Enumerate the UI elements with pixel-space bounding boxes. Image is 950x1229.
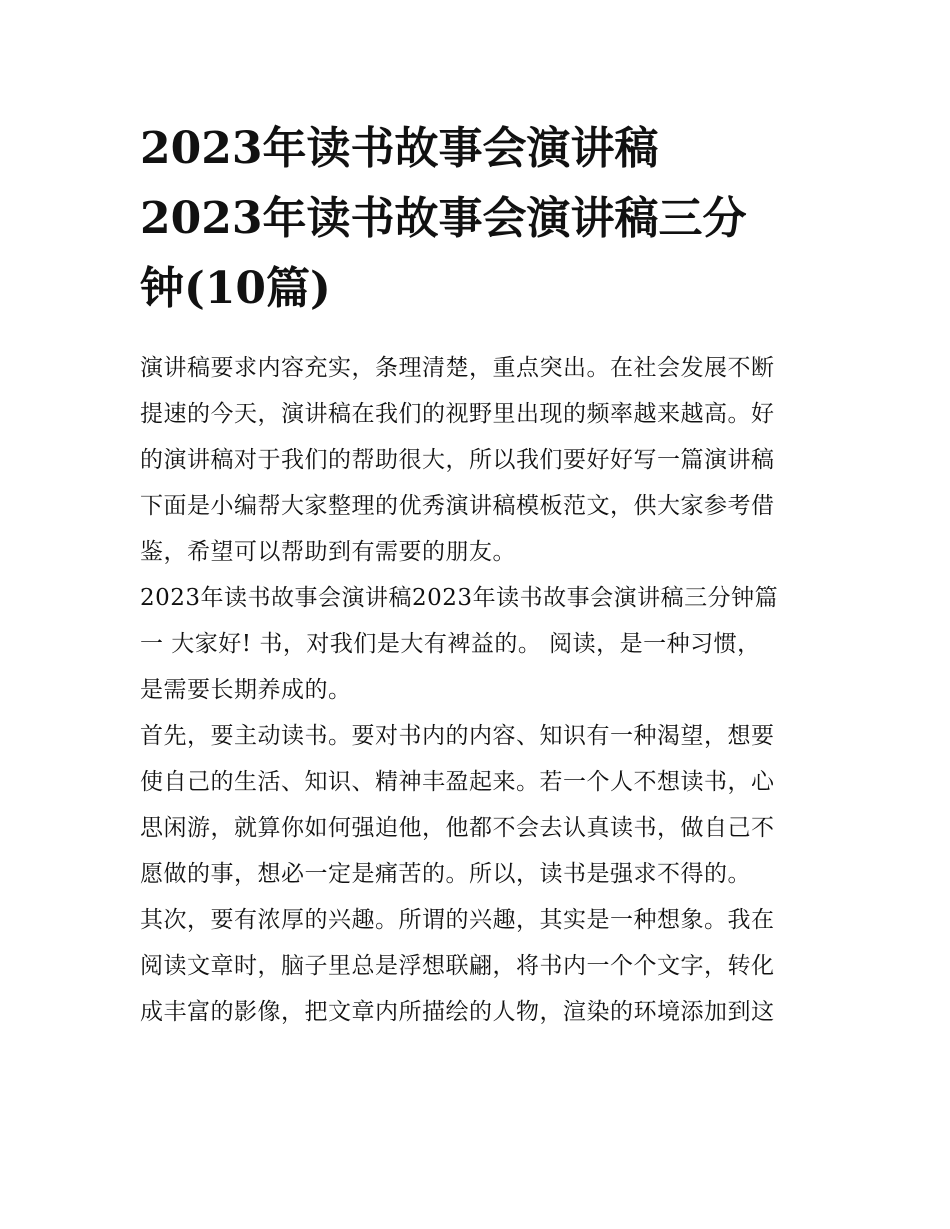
- paragraph-line: 下面是小编帮大家整理的优秀演讲稿模板范文，供大家参考借: [140, 493, 775, 519]
- paragraph-line: 演讲稿要求内容充实，条理清楚，重点突出。在社会发展不断: [140, 355, 775, 381]
- paragraph-article-one: [140, 575, 812, 713]
- paragraph-line: 鉴，希望可以帮助到有需要的朋友。: [140, 539, 516, 565]
- paragraph-second-point: [140, 897, 812, 1035]
- paragraph-line: 使自己的生活、知识、精神丰盈起来。若一个人不想读书，心: [140, 769, 775, 795]
- paragraph-line: 成丰富的影像，把文章内所描绘的人物，渲染的环境添加到这: [140, 999, 775, 1025]
- paragraph-line: 提速的今天，演讲稿在我们的视野里出现的频率越来越高。好: [140, 401, 775, 427]
- document-page: [140, 114, 812, 1035]
- paragraph-line: 是需要长期养成的。: [140, 677, 352, 703]
- paragraph-first-point: [140, 713, 812, 897]
- paragraph-line: 其次，要有浓厚的兴趣。所谓的兴趣，其实是一种想象。我在: [140, 907, 775, 933]
- paragraph-line: 的演讲稿对于我们的帮助很大，所以我们要好好写一篇演讲稿: [140, 447, 775, 473]
- title-line-1: 2023年读书故事会演讲稿: [140, 123, 659, 174]
- paragraph-intro: [140, 345, 812, 575]
- title-line-2: 2023年读书故事会演讲稿三分: [140, 193, 747, 244]
- paragraph-line: 思闲游，就算你如何强迫他，他都不会去认真读书，做自己不: [140, 815, 775, 841]
- paragraph-line: 阅读文章时，脑子里总是浮想联翩，将书内一个个文字，转化: [140, 953, 775, 979]
- document-body: [140, 345, 812, 1035]
- paragraph-line: 2023年读书故事会演讲稿2023年读书故事会演讲稿三分钟篇: [140, 585, 779, 611]
- title-line-3: 钟(10篇): [140, 263, 331, 314]
- document-title: [140, 114, 812, 324]
- paragraph-line: 愿做的事，想必一定是痛苦的。所以，读书是强求不得的。: [140, 861, 751, 887]
- paragraph-line: 一 大家好! 书，对我们是大有裨益的。 阅读，是一种习惯，: [140, 631, 761, 657]
- paragraph-line: 首先，要主动读书。要对书内的内容、知识有一种渴望，想要: [140, 723, 775, 749]
